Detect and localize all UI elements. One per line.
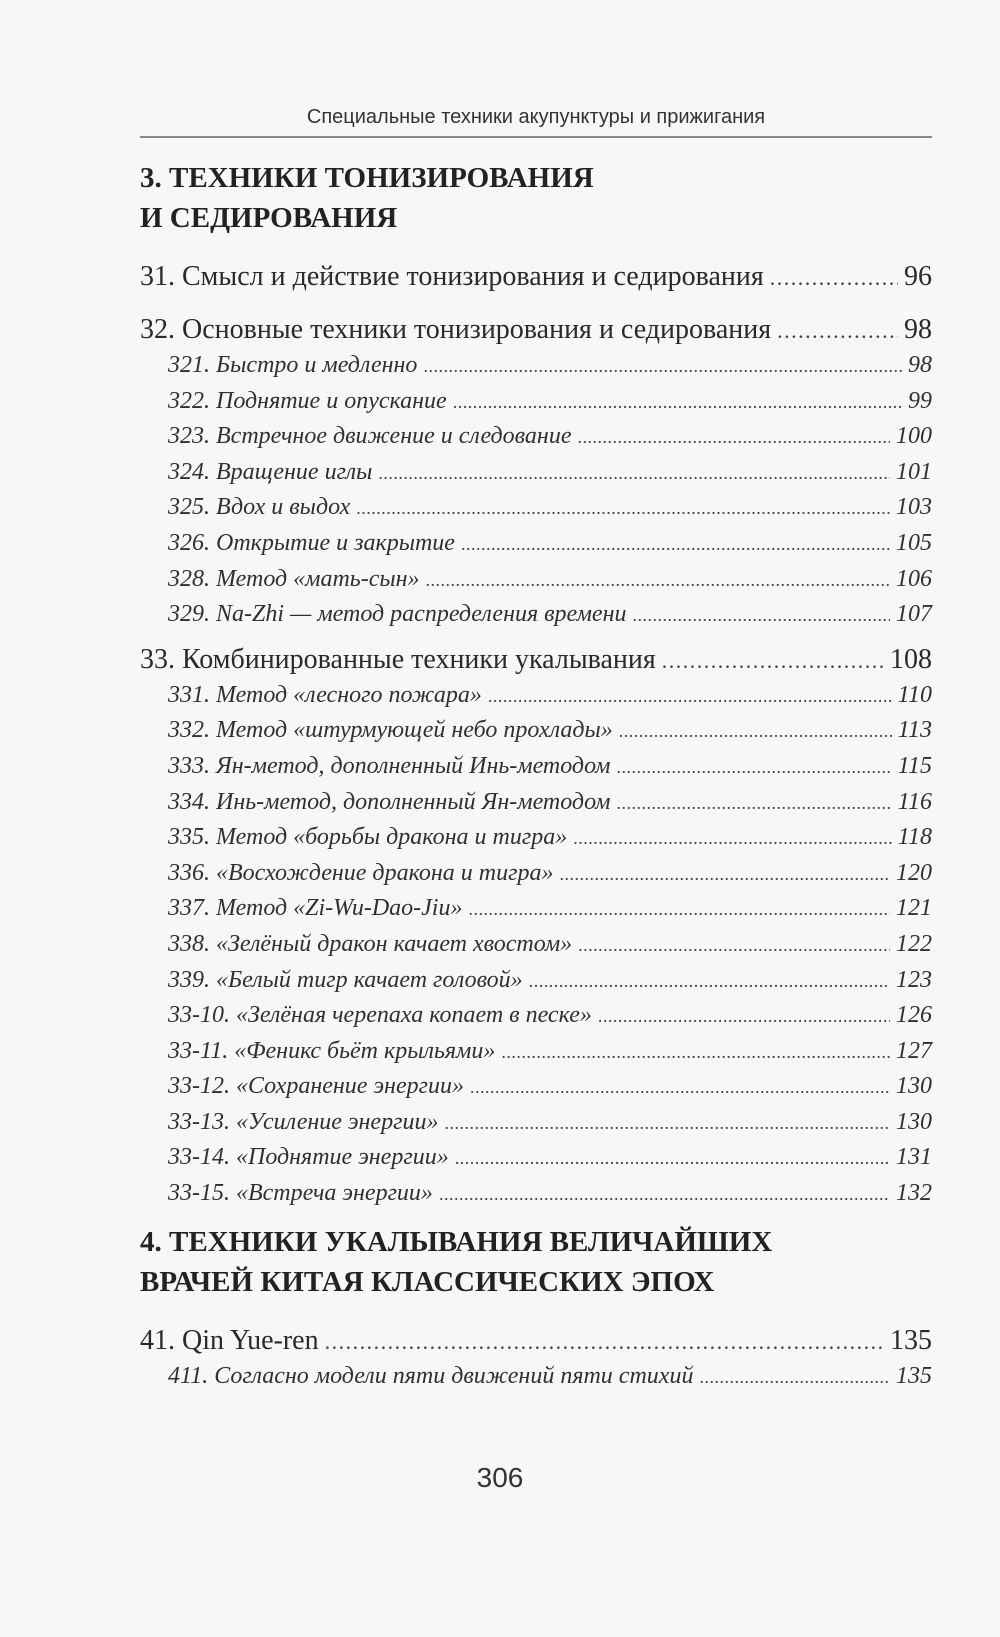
toc-entry-page: 123 [896,966,932,993]
toc-entry-page: 103 [896,494,932,521]
toc-entry-page: 99 [908,387,932,414]
toc-subentry-33-15[interactable] [140,1176,932,1212]
toc-subentry-332[interactable] [140,713,932,749]
toc-subentry-322[interactable] [140,384,932,420]
toc-entry-page: 131 [896,1144,932,1171]
toc-subentry-326[interactable] [140,526,932,562]
toc-subentry-334[interactable] [140,785,932,821]
toc-entry-title: 331. Метод «лесного пожара» [168,681,482,708]
toc-entry-page: 127 [896,1037,932,1064]
toc-subentry-33-12[interactable] [140,1069,932,1105]
leader-dots [529,964,890,999]
toc-entry-title: 33-13. «Усиление энергии» [168,1108,439,1135]
leader-dots [501,1035,890,1070]
toc-entry-page: 110 [897,681,932,708]
leader-dots [356,491,890,526]
toc-subentry-325[interactable] [140,490,932,526]
leader-dots [439,1177,890,1212]
toc-entry-page: 107 [896,601,932,628]
leader-dots [777,314,898,348]
leader-dots [662,644,884,678]
toc-entry-page: 130 [896,1108,932,1135]
toc-entry-32[interactable] [140,313,932,348]
leader-dots [619,714,892,749]
leader-dots [616,786,891,821]
leader-dots [559,857,890,892]
toc-entry-title: 333. Ян-метод, дополненный Инь-методом [168,752,611,779]
toc-entry-title: 33-11. «Феникс бьёт крыльями» [168,1037,496,1064]
toc-entry-page: 135 [896,1362,932,1389]
leader-dots [461,527,890,562]
toc-entry-31[interactable] [140,260,932,295]
toc-entry-33[interactable] [140,643,932,678]
leader-dots [455,1141,890,1176]
toc-entry-title: 328. Метод «мать-сын» [168,565,420,592]
toc-entry-page: 106 [896,565,932,592]
toc-entry-title: 336. «Восхождение дракона и тигра» [168,859,554,886]
toc-entry-41[interactable] [140,1324,932,1359]
toc-entry-title: 335. Метод «борьбы дракона и тигра» [168,824,568,851]
toc-subentry-339[interactable] [140,963,932,999]
leader-dots [770,261,898,295]
leader-dots [378,456,890,491]
page-number: 306 [476,1462,524,1493]
toc-entry-page: 135 [890,1324,932,1356]
toc-entry-title: 321. Быстро и медленно [168,352,418,378]
toc-entry-title: 325. Вдох и выдох [168,494,351,521]
toc-subentry-333[interactable] [140,749,932,785]
toc-subentry-329[interactable] [140,597,932,633]
toc-entry-title: 33-12. «Сохранение энергии» [168,1073,464,1100]
toc-entry-page: 121 [896,895,932,922]
leader-dots [426,563,890,598]
leader-dots [470,1070,890,1105]
toc-entry-title: 323. Встречное движение и следование [168,423,572,450]
leader-dots [573,821,892,856]
toc-entry-page: 98 [908,352,932,378]
toc-entry-page: 120 [896,859,932,886]
toc-subentry-336[interactable] [140,856,932,892]
toc-entry-title: 411. Согласно модели пяти движений пяти стихий [168,1362,694,1389]
toc-entry-title: 337. Метод «Zi-Wu-Dao-Jiu» [168,895,463,922]
toc-entry-page: 105 [896,529,932,556]
toc-subentry-33-14[interactable] [140,1140,932,1176]
toc-entry-title: 33-15. «Встреча энергии» [168,1180,433,1207]
section-4-heading: 4. ТЕХНИКИ УКАЛЫВАНИЯ ВЕЛИЧАЙШИХ ВРАЧЕЙ КИТАЯ КЛАССИЧЕСКИХ ЭПОХ [140,1225,773,1298]
section-3-heading: 3. ТЕХНИКИ ТОНИЗИРОВАНИЯ И СЕДИРОВАНИЯ [140,162,594,234]
toc-entry-title: 33. Комбинированные техники укалывания [140,643,656,675]
toc-entry-title: 33-14. «Поднятие энергии» [168,1144,449,1171]
toc-entry-title: 338. «Зелёный дракон качает хвостом» [168,930,573,957]
toc-entry-page: 126 [896,1002,932,1029]
toc-subentry-321[interactable] [140,348,932,384]
toc-entry-title: 339. «Белый тигр качает головой» [168,966,523,993]
toc-subentry-33-10[interactable] [140,998,932,1034]
toc-entry-page: 108 [890,643,932,675]
leader-dots [444,1106,890,1141]
leader-dots [468,892,890,927]
toc-entry-title: 332. Метод «штурмующей небо прохлады» [168,717,613,744]
leader-dots [598,999,890,1034]
leader-dots [453,385,902,420]
toc-entry-title: 334. Инь-метод, дополненный Ян-методом [168,788,611,815]
toc-entry-title: 322. Поднятие и опускание [168,387,447,414]
toc-subentry-328[interactable] [140,562,932,598]
toc-subentry-331[interactable] [140,678,932,714]
toc-entry-title: 33-10. «Зелёная черепаха копает в песке» [168,1002,592,1029]
toc-entry-page: 96 [904,261,932,292]
toc-subentry-335[interactable] [140,820,932,856]
toc-subentry-323[interactable] [140,419,932,455]
toc-entry-title: 326. Открытие и закрытие [168,529,455,556]
toc-subentry-338[interactable] [140,927,932,963]
leader-dots [325,1325,884,1359]
toc-entry-page: 118 [897,824,932,851]
toc-entry-page: 122 [896,930,932,957]
leader-dots [578,420,891,455]
toc-entry-title: 324. Вращение иглы [168,458,373,485]
running-header: Специальные техники акупунктуры и прижигания [306,106,766,128]
toc-entry-page: 132 [896,1180,932,1207]
toc-content [140,158,932,1394]
toc-entry-title: 32. Основные техники тонизирования и седирования [140,314,772,345]
toc-entry-page: 113 [897,717,932,744]
toc-entry-page: 116 [897,788,932,815]
toc-subentry-324[interactable] [140,455,932,491]
toc-subentry-411[interactable] [140,1359,932,1395]
header-rule [140,136,932,138]
leader-dots [699,1360,890,1395]
toc-entry-page: 115 [897,752,932,779]
toc-entry-title: 41. Qin Yue-ren [140,1324,319,1356]
toc-entry-title: 329. Na-Zhi — метод распределения времени [168,601,627,628]
toc-entry-page: 98 [904,314,932,345]
toc-subentry-33-13[interactable] [140,1105,932,1141]
leader-dots [632,598,890,633]
toc-entry-page: 101 [896,458,932,485]
leader-dots [616,750,891,785]
toc-subentry-33-11[interactable] [140,1034,932,1070]
toc-entry-title: 31. Смысл и действие тонизирования и седирования [140,261,764,292]
leader-dots [423,349,902,384]
toc-entry-page: 130 [896,1073,932,1100]
toc-entry-page: 100 [896,423,932,450]
leader-dots [578,928,890,963]
leader-dots [488,679,892,714]
toc-subentry-337[interactable] [140,891,932,927]
